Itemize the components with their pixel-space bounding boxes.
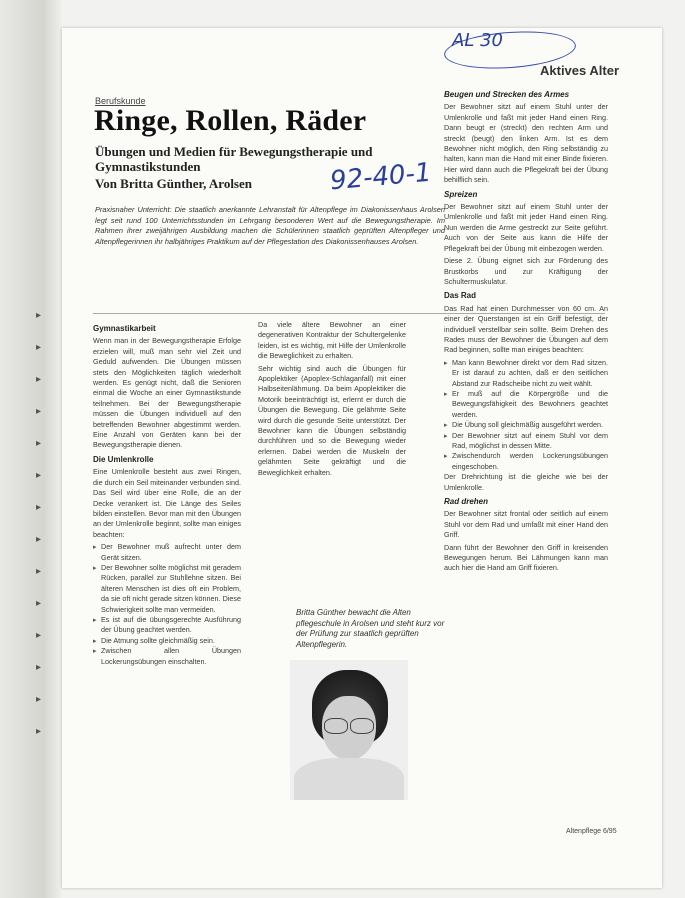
heading-rad-drehen: Rad drehen bbox=[444, 497, 489, 507]
list-item: ▸ Der Bewohner muß aufrecht unter dem Gerät sitzen. bbox=[101, 542, 241, 563]
handwritten-number: 92-40-1 bbox=[328, 157, 433, 197]
article-intro: Praxisnaher Unterricht: Die staatlich anerkannte Lehranstalt für Altenpflege im Diakonissenhaus Arolsen legt seit rund 100 Unterrichtsstunden im Lehrgang besonderen Wert auf die Bewegungstherapie. Im Rahmen ihrer zweijährigen Ausbildung machen die Schülerinnen staatlich geprüften Altenpfleger und Altenpflegerinnen ihr halbjähriges Praktikum auf der Pflegestation des Diakonissenhauses Arolsen. bbox=[95, 205, 445, 246]
photo-glasses bbox=[320, 718, 378, 734]
author-photo bbox=[290, 660, 408, 800]
paragraph: Da viele ältere Bewohner an einer degenerativen Kontraktur der Schultergelenke leiden, ist es wichtig, mit Hilfe der Umlenkrolle die Beweglichkeit zu erhalten. bbox=[258, 320, 406, 361]
spine-marks: ▸ ▸ ▸ ▸ ▸ ▸ ▸ ▸ ▸ ▸ ▸ ▸ ▸ ▸ bbox=[36, 310, 42, 737]
list-item: ▸ Zwischendurch werden Lockerungsübungen eingeschoben. bbox=[452, 451, 608, 472]
heading-umlenkrolle: Die Umlenkrolle bbox=[93, 454, 154, 464]
book-spine bbox=[0, 0, 62, 898]
running-head: Aktives Alter bbox=[540, 63, 619, 78]
page-footer: Altenpflege 6/95 bbox=[566, 828, 617, 835]
paragraph: Wenn man in der Bewegungstherapie Erfolge erzielen will, muß man sehr viel Zeit und Geduld aufwenden. Die Übungen müssen stets den Möglichkeiten täglich wiederholt werden. Es genügt nicht, daß die Senioren einmal die Woche an einer Gymnastikstunde teilnehmen. Bei der Bewegungstherapie müssen die Übungen individuell auf den betreffenden Bewohner abgestimmt werden. Eine Anzahl von Geräten kann bei der Bewegungstherapie dienen. bbox=[93, 336, 241, 450]
paragraph: Sehr wichtig sind auch die Übungen für Apoplektiker (Apoplex-Schlaganfall) mit einer Halbseitenlähmung. Da beim Apoplektiker die Motorik beeinträchtigt ist, erlernt er durch die Übungen die Bewegung. Die gelähmte Seite wird durch die gesunde Seite unterstützt. Der Bewohner kann die Übungen selbständig durchführen und so die Bewegung wieder erlernen. Dabei werden die Muskeln der gelähmten Seite gekräftigt und die Beweglichkeit erhalten. bbox=[258, 363, 406, 477]
article-subtitle: Übungen und Medien für Bewegungstherapie und Gymnastikstunden bbox=[95, 144, 373, 174]
heading-beugen: Beugen und Strecken des Armes bbox=[444, 90, 570, 99]
photo-caption: Britta Günther bewacht die Alten pflegeschule in Arolsen und steht kurz vor der Prüfung zur staatlich geprüften Altenpflegerin. bbox=[296, 608, 445, 649]
list-item: ▸ Er muß auf die Körpergröße und die Bewegungsfähigkeit des Bewohners geachtet werden. bbox=[452, 389, 608, 420]
paragraph: Dann führt der Bewohner den Griff in kreisenden Bewegungen herum. Bei Lähmungen kann man auch hier die Hand am Griff fixieren. bbox=[444, 542, 608, 573]
section-kicker: Berufskunde bbox=[95, 96, 146, 106]
heading-spreizen: Spreizen bbox=[444, 189, 478, 199]
list-item: ▸ Die Atmung sollte gleichmäßig sein. bbox=[101, 636, 241, 646]
paragraph: Der Bewohner sitzt frontal oder seitlich auf einem Stuhl vor dem Rad und umfaßt mit einer Hand den Griff. bbox=[444, 509, 608, 540]
photo-shirt bbox=[294, 758, 404, 800]
list-item: ▸ Es ist auf die übungsgerechte Ausführung der Übung geachtet werden. bbox=[101, 615, 241, 636]
list-item: ▸ Der Bewohner sollte möglichst mit geradem Rücken, parallel zur Stuhllehne sitzen. Bei älteren Menschen ist dies oft ein Problem, da sie oft nicht gerade sitzen können. Diese Schwierigkeit sollte man vermeiden. bbox=[101, 563, 241, 615]
heading-rad: Das Rad bbox=[444, 291, 477, 301]
list-item: ▸ Der Bewohner sitzt auf einem Stuhl vor dem Rad, möglichst in dessen Mitte. bbox=[452, 431, 608, 452]
article-title: Ringe, Rollen, Räder bbox=[94, 104, 367, 137]
checklist bbox=[444, 358, 608, 472]
list-item: ▸ Die Übung soll gleichmäßig ausgeführt werden. bbox=[452, 420, 608, 430]
paragraph: Der Bewohner sitzt auf einem Stuhl unter der Umlenkrolle und faßt mit jeder Hand einen Ring. Nun werden die Arme gestreckt zur Seite geführt. Auch von der Seite aus kann die Hilfe der Pflegekraft bei der Übung mit einbezogen werden. bbox=[444, 202, 608, 253]
paragraph: Eine Umlenkrolle besteht aus zwei Ringen, die durch ein Seil miteinander verbunden sind. Das Seil wird über eine Rolle, die an der Decke verankert ist. Die Länge des Seiles bilden einstellen. Bevor man mit den Übungen an der Umlenkrolle beginnt, sollte man einiges beachten: bbox=[93, 467, 241, 539]
paragraph: Das Rad hat einen Durchmesser von 60 cm. An einer der Querstangen ist ein Griff befestigt, der individuell verstellbar sein sollte. Beim Drehen des Rades muss der Bewohner die Übungen auf dem Rad beginnen, sollte man einiges beachten: bbox=[444, 303, 608, 355]
paragraph: Diese 2. Übung eignet sich zur Förderung des Brustkorbs und zur Kräftigung der Schultermuskulatur. bbox=[444, 256, 608, 286]
article-author: Von Britta Günther, Arolsen bbox=[95, 176, 252, 191]
handwritten-note: AL 30 bbox=[452, 30, 503, 51]
checklist bbox=[93, 542, 241, 667]
column-1 bbox=[93, 320, 241, 667]
heading-gymnastik: Gymnastikarbeit bbox=[93, 324, 156, 333]
column-3 bbox=[444, 86, 608, 576]
list-item: ▸ Zwischen allen Übungen Lockerungsübungen einschalten. bbox=[101, 646, 241, 667]
list-item: ▸ Man kann Bewohner direkt vor dem Rad sitzen. Er ist darauf zu achten, daß er den seitlichen Abstand zur Radscheibe nicht zu weit wählt. bbox=[452, 358, 608, 389]
paragraph: Der Drehrichtung ist die gleiche wie bei der Umlenkrolle. bbox=[444, 472, 608, 492]
column-2 bbox=[258, 320, 406, 480]
paragraph: Der Bewohner sitzt auf einem Stuhl unter der Umlenkrolle und faßt mit jeder Hand einen Ring. Dann beugt er (streckt) den rechten Arm und streckt (beugt) den linken Arm. Ist es dem Bewohner nicht möglich, den Ring selbständig zu halten, kann man die Hand mit einer Binde fixieren. Hier wird dann auch die Pflegekraft bei der Übung behilflich sein. bbox=[444, 102, 608, 185]
